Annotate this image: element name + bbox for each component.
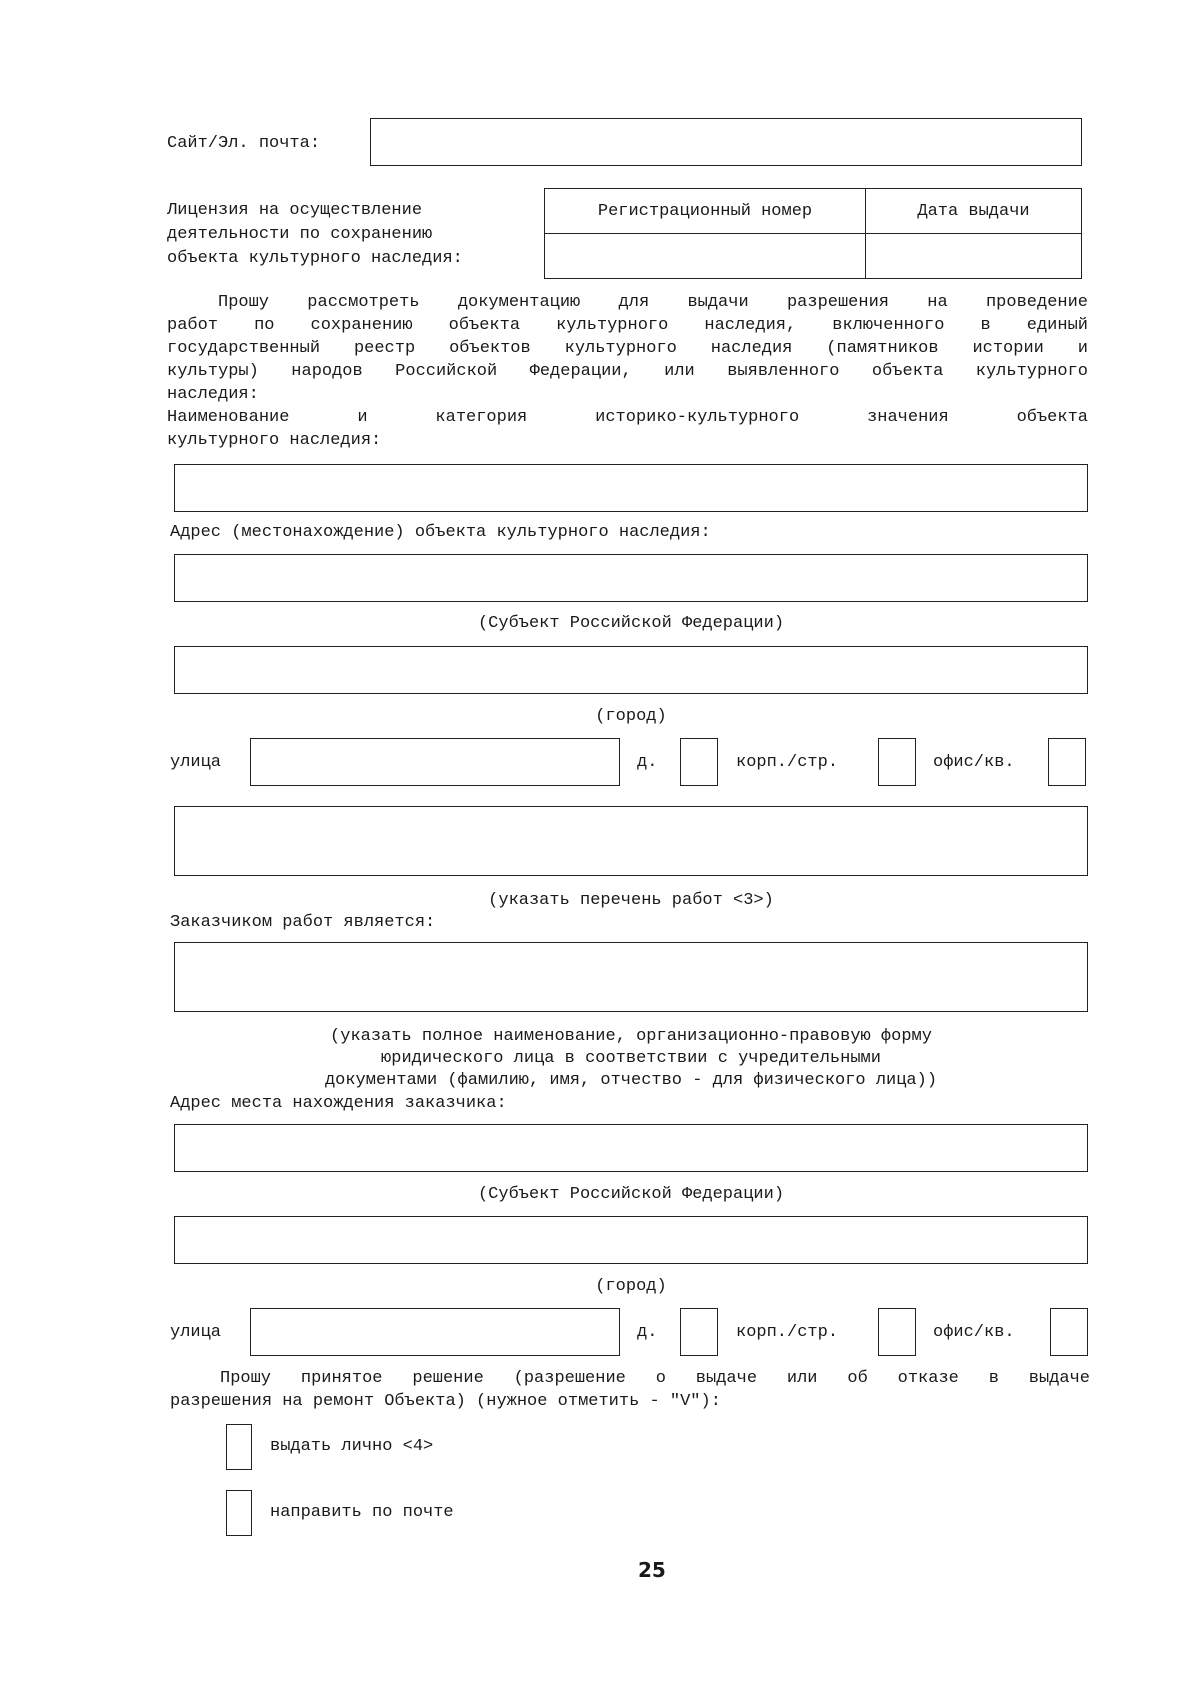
site-email-input[interactable] bbox=[370, 118, 1082, 166]
customer-building-label: корп./стр. bbox=[736, 1323, 839, 1342]
option-personal-checkbox[interactable] bbox=[226, 1424, 252, 1470]
license-issue-date-input[interactable] bbox=[866, 234, 1082, 279]
license-col-reg-number: Регистрационный номер bbox=[545, 189, 866, 234]
customer-house-input[interactable] bbox=[680, 1308, 718, 1356]
object-house-input[interactable] bbox=[680, 738, 718, 786]
license-table bbox=[544, 188, 1082, 279]
object-building-label: корп./стр. bbox=[736, 753, 839, 772]
customer-street-label: улица bbox=[170, 1323, 222, 1342]
customer-building-input[interactable] bbox=[878, 1308, 916, 1356]
option-mail-label: направить по почте bbox=[270, 1503, 454, 1522]
request-line-4: культуры) народов Российской Федерации, или выявленного объекта культурного bbox=[167, 362, 1088, 381]
customer-input[interactable] bbox=[174, 942, 1088, 1012]
license-col-issue-date: Дата выдачи bbox=[866, 189, 1082, 234]
object-address-subject-caption: (Субъект Российской Федерации) bbox=[477, 614, 785, 633]
object-building-input[interactable] bbox=[878, 738, 916, 786]
object-house-label: д. bbox=[637, 753, 658, 772]
customer-caption-line-3: документами (фамилию, имя, отчество - для физического лица)) bbox=[324, 1071, 938, 1090]
decision-line-2: разрешения на ремонт Объекта) (нужное отметить - "V"): bbox=[170, 1392, 721, 1411]
object-address-label: Адрес (местонахождение) объекта культурного наследия: bbox=[170, 523, 711, 542]
license-label-line-2: деятельности по сохранению bbox=[167, 225, 433, 244]
object-address-city-caption: (город) bbox=[595, 707, 667, 726]
works-caption: (указать перечень работ <3>) bbox=[488, 891, 774, 910]
customer-address-label: Адрес места нахождения заказчика: bbox=[170, 1094, 507, 1113]
request-line-5: наследия: bbox=[167, 385, 259, 404]
customer-house-label: д. bbox=[637, 1323, 658, 1342]
license-label-line-1: Лицензия на осуществление bbox=[167, 201, 423, 220]
option-personal-label: выдать лично <4> bbox=[270, 1437, 434, 1456]
customer-caption-line-2: юридического лица в соответствии с учредительными bbox=[381, 1049, 881, 1068]
customer-address-city-caption: (город) bbox=[595, 1277, 667, 1296]
object-street-input[interactable] bbox=[250, 738, 620, 786]
works-input[interactable] bbox=[174, 806, 1088, 876]
object-office-label: офис/кв. bbox=[933, 753, 1015, 772]
object-name-label-line-1: Наименование и категория историко-культурного значения объекта bbox=[167, 408, 1088, 427]
request-line-3: государственный реестр объектов культурного наследия (памятников истории и bbox=[167, 339, 1088, 358]
object-address-subject-input[interactable] bbox=[174, 554, 1088, 602]
object-name-label-line-2: культурного наследия: bbox=[167, 431, 382, 450]
page-number: 25 bbox=[638, 1558, 666, 1582]
customer-address-city-input[interactable] bbox=[174, 1216, 1088, 1264]
site-email-label: Сайт/Эл. почта: bbox=[167, 134, 321, 153]
object-street-label: улица bbox=[170, 753, 222, 772]
object-address-city-input[interactable] bbox=[174, 646, 1088, 694]
decision-line-1: Прошу принятое решение (разрешение о выдаче или об отказе в выдаче bbox=[220, 1369, 1090, 1388]
customer-address-subject-caption: (Субъект Российской Федерации) bbox=[477, 1185, 785, 1204]
object-name-input[interactable] bbox=[174, 464, 1088, 512]
customer-office-input[interactable] bbox=[1050, 1308, 1088, 1356]
customer-street-input[interactable] bbox=[250, 1308, 620, 1356]
customer-office-label: офис/кв. bbox=[933, 1323, 1015, 1342]
customer-address-subject-input[interactable] bbox=[174, 1124, 1088, 1172]
customer-label: Заказчиком работ является: bbox=[170, 913, 436, 932]
license-reg-number-input[interactable] bbox=[545, 234, 866, 279]
object-office-input[interactable] bbox=[1048, 738, 1086, 786]
request-line-2: работ по сохранению объекта культурного наследия, включенного в единый bbox=[167, 316, 1088, 335]
license-label-line-3: объекта культурного наследия: bbox=[167, 249, 463, 268]
request-line-1: Прошу рассмотреть документацию для выдачи разрешения на проведение bbox=[218, 293, 1088, 312]
option-mail-checkbox[interactable] bbox=[226, 1490, 252, 1536]
customer-caption-line-1: (указать полное наименование, организационно-правовую форму bbox=[330, 1027, 932, 1046]
